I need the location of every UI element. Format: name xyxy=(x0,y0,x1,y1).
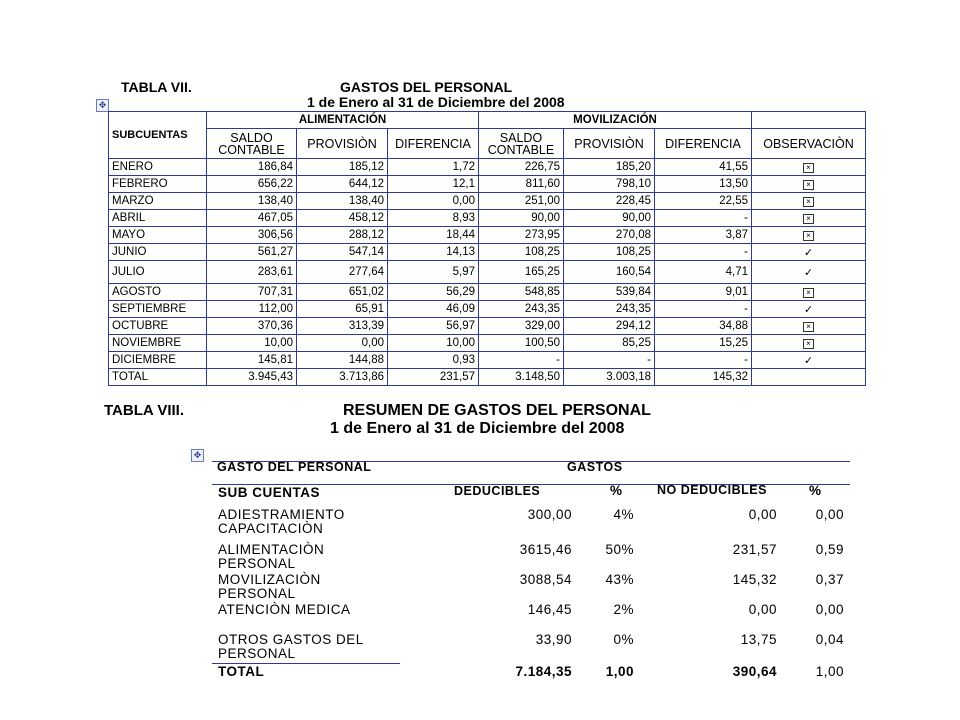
cell-a-dif: 8,93 xyxy=(388,210,479,227)
header-m-provision: PROVISIÒN xyxy=(564,129,655,159)
table-row xyxy=(109,284,866,301)
cell-m-dif: - xyxy=(655,210,752,227)
header-pct: % xyxy=(610,483,623,498)
cell-a-prov: 547,14 xyxy=(297,244,388,261)
cell-a-dif: 1,72 xyxy=(388,159,479,176)
table-row xyxy=(109,244,866,261)
cell-m-dif: 145,32 xyxy=(655,369,752,386)
boxed-x-icon: × xyxy=(803,163,814,173)
cell-m-saldo: 243,35 xyxy=(479,301,564,318)
cell-a-prov: 651,02 xyxy=(297,284,388,301)
table-move-handle-icon[interactable]: ✥ xyxy=(96,99,109,112)
cell-m-saldo: 226,75 xyxy=(479,159,564,176)
table-row xyxy=(109,159,866,176)
cell-observacion xyxy=(752,227,866,244)
table-row xyxy=(109,261,866,284)
row-pct: 50% xyxy=(605,542,634,557)
cell-m-saldo: 251,00 xyxy=(479,193,564,210)
cell-m-dif: 13,50 xyxy=(655,176,752,193)
boxed-x-icon: × xyxy=(803,231,814,241)
row-deducibles: 33,90 xyxy=(535,632,572,647)
cell-a-saldo: 3.945,43 xyxy=(207,369,297,386)
row-no-deducibles: 0,00 xyxy=(748,602,777,617)
header-alimentacion: ALIMENTACIÓN xyxy=(207,112,479,129)
header-sub-cuentas: SUB CUENTAS xyxy=(218,485,321,500)
cell-mes: ENERO xyxy=(109,159,207,176)
header-m-saldo-contable: SALDO CONTABLE xyxy=(479,129,564,159)
cell-mes: MAYO xyxy=(109,227,207,244)
cell-a-dif: 5,97 xyxy=(388,261,479,284)
boxed-x-icon: × xyxy=(803,288,814,298)
row-name: OTROS GASTOS DEL PERSONAL xyxy=(218,632,364,661)
table-row xyxy=(109,369,866,386)
table-row xyxy=(109,176,866,193)
cell-m-saldo: 273,95 xyxy=(479,227,564,244)
cell-mes: SEPTIEMBRE xyxy=(109,301,207,318)
cell-m-prov: 798,10 xyxy=(564,176,655,193)
tabla7-header-row-2 xyxy=(109,129,866,159)
cell-m-prov: 185,20 xyxy=(564,159,655,176)
table-move-handle-icon[interactable]: ✥ xyxy=(191,449,204,462)
cell-a-saldo: 561,27 xyxy=(207,244,297,261)
row-pct2: 0,37 xyxy=(815,572,844,587)
cell-a-dif: 18,44 xyxy=(388,227,479,244)
row-pct: 4% xyxy=(613,507,634,522)
checkmark-icon: ✓ xyxy=(803,303,814,316)
header-a-provision: PROVISIÒN xyxy=(297,129,388,159)
cell-a-saldo: 186,84 xyxy=(207,159,297,176)
header-no-deducibles: NO DEDUCIBLES xyxy=(657,483,767,497)
cell-m-prov: - xyxy=(564,352,655,369)
row-name: ALIMENTACIÒN PERSONAL xyxy=(218,542,325,571)
tabla7-label: TABLA VII. xyxy=(121,79,192,95)
checkmark-icon: ✓ xyxy=(803,354,814,367)
tabla7-body xyxy=(109,159,866,386)
header-observacion: OBSERVACIÒN xyxy=(752,129,866,159)
cell-m-saldo: 811,60 xyxy=(479,176,564,193)
tabla7-subtitle: 1 de Enero al 31 de Diciembre del 2008 xyxy=(307,94,565,110)
header-m-diferencia: DIFERENCIA xyxy=(655,129,752,159)
cell-m-prov: 108,25 xyxy=(564,244,655,261)
row-no-deducibles: 0,00 xyxy=(748,507,777,522)
cell-mes: FEBRERO xyxy=(109,176,207,193)
row-name: ATENCIÒN MEDICA xyxy=(218,602,351,617)
cell-a-saldo: 656,22 xyxy=(207,176,297,193)
cell-a-dif: 12,1 xyxy=(388,176,479,193)
cell-a-saldo: 467,05 xyxy=(207,210,297,227)
cell-observacion xyxy=(752,284,866,301)
cell-observacion xyxy=(752,301,866,318)
cell-a-prov: 644,12 xyxy=(297,176,388,193)
cell-a-saldo: 707,31 xyxy=(207,284,297,301)
cell-m-saldo: 3.148,50 xyxy=(479,369,564,386)
row-pct2: 0,59 xyxy=(815,542,844,557)
cell-mes: JUNIO xyxy=(109,244,207,261)
cell-a-prov: 277,64 xyxy=(297,261,388,284)
cell-m-dif: 22,55 xyxy=(655,193,752,210)
row-no-deducibles: 145,32 xyxy=(732,572,777,587)
cell-observacion xyxy=(752,176,866,193)
header-gastos: GASTOS xyxy=(567,460,623,474)
cell-m-saldo: 165,25 xyxy=(479,261,564,284)
total-no-deducibles: 390,64 xyxy=(732,664,777,679)
cell-m-saldo: 329,00 xyxy=(479,318,564,335)
cell-observacion xyxy=(752,335,866,352)
cell-m-dif: 9,01 xyxy=(655,284,752,301)
header-blank xyxy=(752,112,866,129)
cell-a-prov: 3.713,86 xyxy=(297,369,388,386)
cell-m-dif: 15,25 xyxy=(655,335,752,352)
header-deducibles: DEDUCIBLES xyxy=(454,484,541,498)
row-pct2: 0,04 xyxy=(815,632,844,647)
cell-a-prov: 313,39 xyxy=(297,318,388,335)
header-subcuentas: SUBCUENTAS xyxy=(109,112,207,159)
cell-m-prov: 243,35 xyxy=(564,301,655,318)
cell-m-prov: 160,54 xyxy=(564,261,655,284)
boxed-x-icon: × xyxy=(803,180,814,190)
cell-observacion xyxy=(752,193,866,210)
row-name: MOVILIZACIÒN PERSONAL xyxy=(218,572,321,601)
header-a-diferencia: DIFERENCIA xyxy=(388,129,479,159)
checkmark-icon: ✓ xyxy=(803,246,814,259)
table-row xyxy=(109,318,866,335)
cell-mes: NOVIEMBRE xyxy=(109,335,207,352)
cell-observacion xyxy=(752,244,866,261)
boxed-x-icon: × xyxy=(803,322,814,332)
cell-mes: MARZO xyxy=(109,193,207,210)
table-row xyxy=(109,335,866,352)
row-no-deducibles: 13,75 xyxy=(740,632,777,647)
cell-observacion xyxy=(752,159,866,176)
table-row xyxy=(109,301,866,318)
cell-m-dif: - xyxy=(655,244,752,261)
boxed-x-icon: × xyxy=(803,339,814,349)
cell-m-prov: 85,25 xyxy=(564,335,655,352)
tabla8-subtitle: 1 de Enero al 31 de Diciembre del 2008 xyxy=(330,420,625,437)
cell-mes: OCTUBRE xyxy=(109,318,207,335)
cell-m-dif: 41,55 xyxy=(655,159,752,176)
table-row xyxy=(109,193,866,210)
cell-m-saldo: - xyxy=(479,352,564,369)
cell-a-saldo: 145,81 xyxy=(207,352,297,369)
row-pct: 43% xyxy=(605,572,634,587)
cell-observacion xyxy=(752,210,866,227)
cell-m-prov: 294,12 xyxy=(564,318,655,335)
row-deducibles: 3615,46 xyxy=(519,542,572,557)
tabla8-title: RESUMEN DE GASTOS DEL PERSONAL xyxy=(343,402,651,419)
cell-mes: DICIEMBRE xyxy=(109,352,207,369)
row-no-deducibles: 231,57 xyxy=(732,542,777,557)
tabla7-table xyxy=(108,111,866,386)
cell-observacion xyxy=(752,261,866,284)
cell-a-saldo: 306,56 xyxy=(207,227,297,244)
cell-a-prov: 138,40 xyxy=(297,193,388,210)
table-row xyxy=(109,227,866,244)
cell-mes: ABRIL xyxy=(109,210,207,227)
header-movilizacion: MOVILIZACIÓN xyxy=(479,112,752,129)
row-deducibles: 300,00 xyxy=(527,507,572,522)
cell-a-prov: 144,88 xyxy=(297,352,388,369)
cell-observacion xyxy=(752,318,866,335)
tabla7-title: GASTOS DEL PERSONAL xyxy=(340,79,513,95)
cell-a-dif: 231,57 xyxy=(388,369,479,386)
cell-m-saldo: 90,00 xyxy=(479,210,564,227)
boxed-x-icon: × xyxy=(803,214,814,224)
cell-m-prov: 3.003,18 xyxy=(564,369,655,386)
cell-m-dif: - xyxy=(655,301,752,318)
cell-a-dif: 46,09 xyxy=(388,301,479,318)
cell-a-prov: 65,91 xyxy=(297,301,388,318)
cell-m-prov: 228,45 xyxy=(564,193,655,210)
row-deducibles: 146,45 xyxy=(527,602,572,617)
cell-m-dif: 4,71 xyxy=(655,261,752,284)
row-pct2: 0,00 xyxy=(815,507,844,522)
cell-m-prov: 539,84 xyxy=(564,284,655,301)
cell-m-saldo: 100,50 xyxy=(479,335,564,352)
cell-a-prov: 0,00 xyxy=(297,335,388,352)
cell-observacion xyxy=(752,369,866,386)
cell-m-dif: 34,88 xyxy=(655,318,752,335)
cell-a-dif: 14,13 xyxy=(388,244,479,261)
row-deducibles: 3088,54 xyxy=(519,572,572,587)
header-pct2: % xyxy=(809,483,822,498)
cell-mes: AGOSTO xyxy=(109,284,207,301)
tabla7-header-row-1 xyxy=(109,112,866,129)
cell-mes: JULIO xyxy=(109,261,207,284)
cell-a-dif: 0,93 xyxy=(388,352,479,369)
cell-a-dif: 10,00 xyxy=(388,335,479,352)
cell-m-dif: - xyxy=(655,352,752,369)
tabla8-label: TABLA VIII. xyxy=(104,402,184,419)
cell-a-saldo: 10,00 xyxy=(207,335,297,352)
cell-m-dif: 3,87 xyxy=(655,227,752,244)
table-row xyxy=(109,210,866,227)
cell-a-dif: 56,97 xyxy=(388,318,479,335)
total-deducibles: 7.184,35 xyxy=(515,664,572,679)
boxed-x-icon: × xyxy=(803,197,814,207)
row-pct: 0% xyxy=(613,632,634,647)
cell-m-saldo: 108,25 xyxy=(479,244,564,261)
cell-a-saldo: 370,36 xyxy=(207,318,297,335)
row-pct: 2% xyxy=(613,602,634,617)
cell-a-saldo: 112,00 xyxy=(207,301,297,318)
cell-a-prov: 288,12 xyxy=(297,227,388,244)
cell-a-dif: 0,00 xyxy=(388,193,479,210)
cell-a-saldo: 283,61 xyxy=(207,261,297,284)
cell-mes: TOTAL xyxy=(109,369,207,386)
cell-a-saldo: 138,40 xyxy=(207,193,297,210)
cell-observacion xyxy=(752,352,866,369)
cell-m-saldo: 548,85 xyxy=(479,284,564,301)
cell-m-prov: 270,08 xyxy=(564,227,655,244)
cell-a-prov: 458,12 xyxy=(297,210,388,227)
total-pct2: 1,00 xyxy=(815,664,844,679)
header-a-saldo-contable: SALDO CONTABLE xyxy=(207,129,297,159)
cell-a-prov: 185,12 xyxy=(297,159,388,176)
row-name: ADIESTRAMIENTO CAPACITACIÒN xyxy=(218,507,345,536)
row-pct2: 0,00 xyxy=(815,602,844,617)
header-gasto-del-personal: GASTO DEL PERSONAL xyxy=(217,460,372,474)
checkmark-icon: ✓ xyxy=(803,266,814,279)
total-pct: 1,00 xyxy=(605,664,634,679)
cell-m-prov: 90,00 xyxy=(564,210,655,227)
total-label: TOTAL xyxy=(218,664,265,679)
cell-a-dif: 56,29 xyxy=(388,284,479,301)
table-row xyxy=(109,352,866,369)
